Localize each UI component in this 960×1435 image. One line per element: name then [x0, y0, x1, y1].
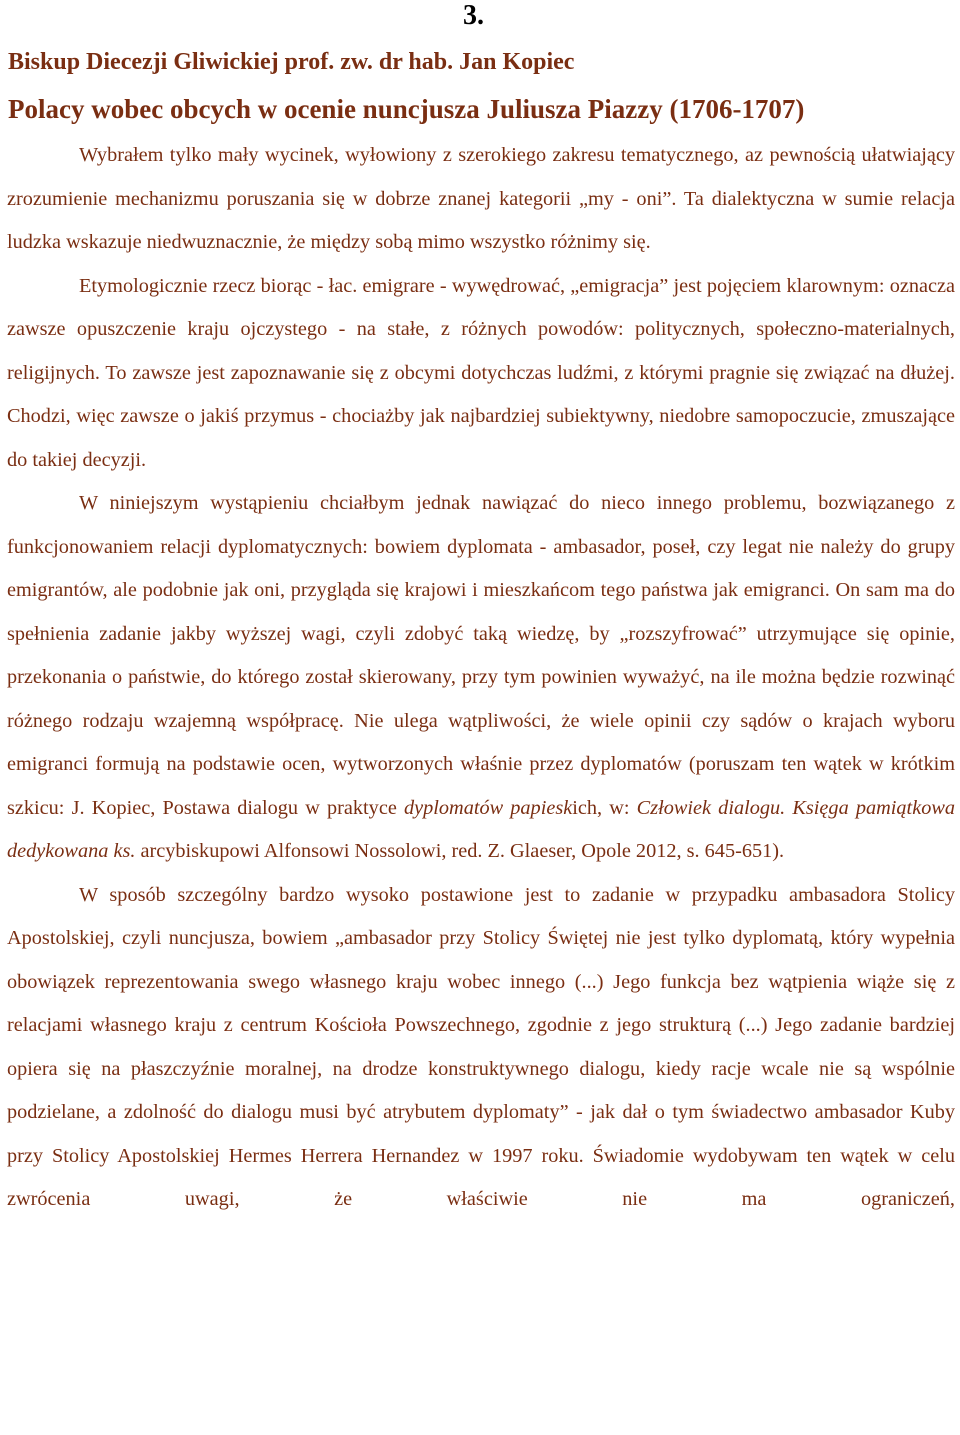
- body-text: [7, 134, 955, 1222]
- paragraph-etymology: Etymologicznie rzecz biorąc - łac. emigrare - wywędrować, „emigracja” jest pojęciem klarownym: oznacza zawsze opuszczenie kraju ojczystego - na stałe, z różnych powodów: politycznych, społeczno-materialnych, religijnych. To zawsze jest zapoznawanie się z obcymi dotychczas ludźmi, z którymi pragnie się związać na dłużej. Chodzi, więc zawsze o jakiś przymus - chociażby jak najbardziej subiektywny, niedobre samopoczucie, zmuszające do takiej decyzji.: [7, 274, 955, 471]
- paragraph-diplomacy-text: W niniejszym wystąpieniu chciałbym jednak nawiązać do nieco innego problemu, bozwiązanego z funkcjonowaniem relacji dyplomatycznych: bowiem dyplomata - ambasador, poseł, czy legat nie należy do grupy emigrantów, ale podobnie jak oni, przygląda się krajowi i mieszkańcom tego państwa jak emigranci. On sam ma do spełnienia zadanie jakby wyższej wagi, czyli zdobyć taką wiedzę, by „rozszyfrować” utrzymujące się opinie, przekonania o państwie, do którego został skierowany, przy tym powinien wyważyć, na ile można będzie rozwinąć różnego rodzaju wzajemną współpracę. Nie ulega wątpliwości, że wiele opinii czy sądów o krajach wyboru emigranci formują na podstawie ocen, wytworzonych właśnie przez dyplomatów (poruszam ten wątek w krótkim szkicu: J. Kopiec, Postawa dialogu w praktyce: [7, 492, 955, 819]
- paragraph-diplomacy: [7, 482, 955, 874]
- author-line: Biskup Diecezji Gliwickiej prof. zw. dr hab. Jan Kopiec: [8, 49, 575, 75]
- citation-book-title: Człowiek dialogu. Księga pamiątkowa dedykowana ks.: [7, 796, 956, 862]
- page-number: 3.: [463, 0, 484, 31]
- citation-fragment: ich, w:: [572, 796, 637, 819]
- paragraph-nuncio: W sposób szczególny bardzo wysoko postawione jest to zadanie w przypadku ambasadora Stolicy Apostolskiej, czyli nuncjusza, bowiem „ambasador przy Stolicy Świętej nie jest tylko dyplomatą, który wypełnia obowiązek reprezentowania swego własnego kraju wobec innego (...) Jego funkcja bez wątpienia wiąże się z relacjami własnego kraju z centrum Kościoła Powszechnego, zgodnie z jego strukturą (...) Jego zadanie bardziej opiera się na płaszczyźnie moralnej, na drodze konstruktywnego dialogu, kiedy racje wcale nie są wspólnie podzielane, a zdolność do dialogu musi być atrybutem dyplomaty” - jak dał o tym świadectwo ambasador Kuby przy Stolicy Apostolskiej Hermes Herrera Hernandez w 1997 roku. Świadomie wydobywam ten wątek w celu zwrócenia uwagi, że właściwie nie ma ograniczeń,: [7, 883, 955, 1210]
- paragraph-intro: Wybrałem tylko mały wycinek, wyłowiony z szerokiego zakresu tematycznego, az pewnością ułatwiający zrozumienie mechanizmu poruszania się w dobrze znanej kategorii „my - oni”. Ta dialektyczna w sumie relacja ludzka wskazuje niedwuznacznie, że między sobą mimo wszystko różnimy się.: [7, 144, 955, 253]
- citation-details: arcybiskupowi Alfonsowi Nossolowi, red. Z. Glaeser, Opole 2012, s. 645-651).: [135, 840, 785, 862]
- document-title: Polacy wobec obcych w ocenie nuncjusza Juliusza Piazzy (1706-1707): [8, 94, 805, 124]
- citation-italic-fragment: dyplomatów papiesk: [403, 796, 573, 819]
